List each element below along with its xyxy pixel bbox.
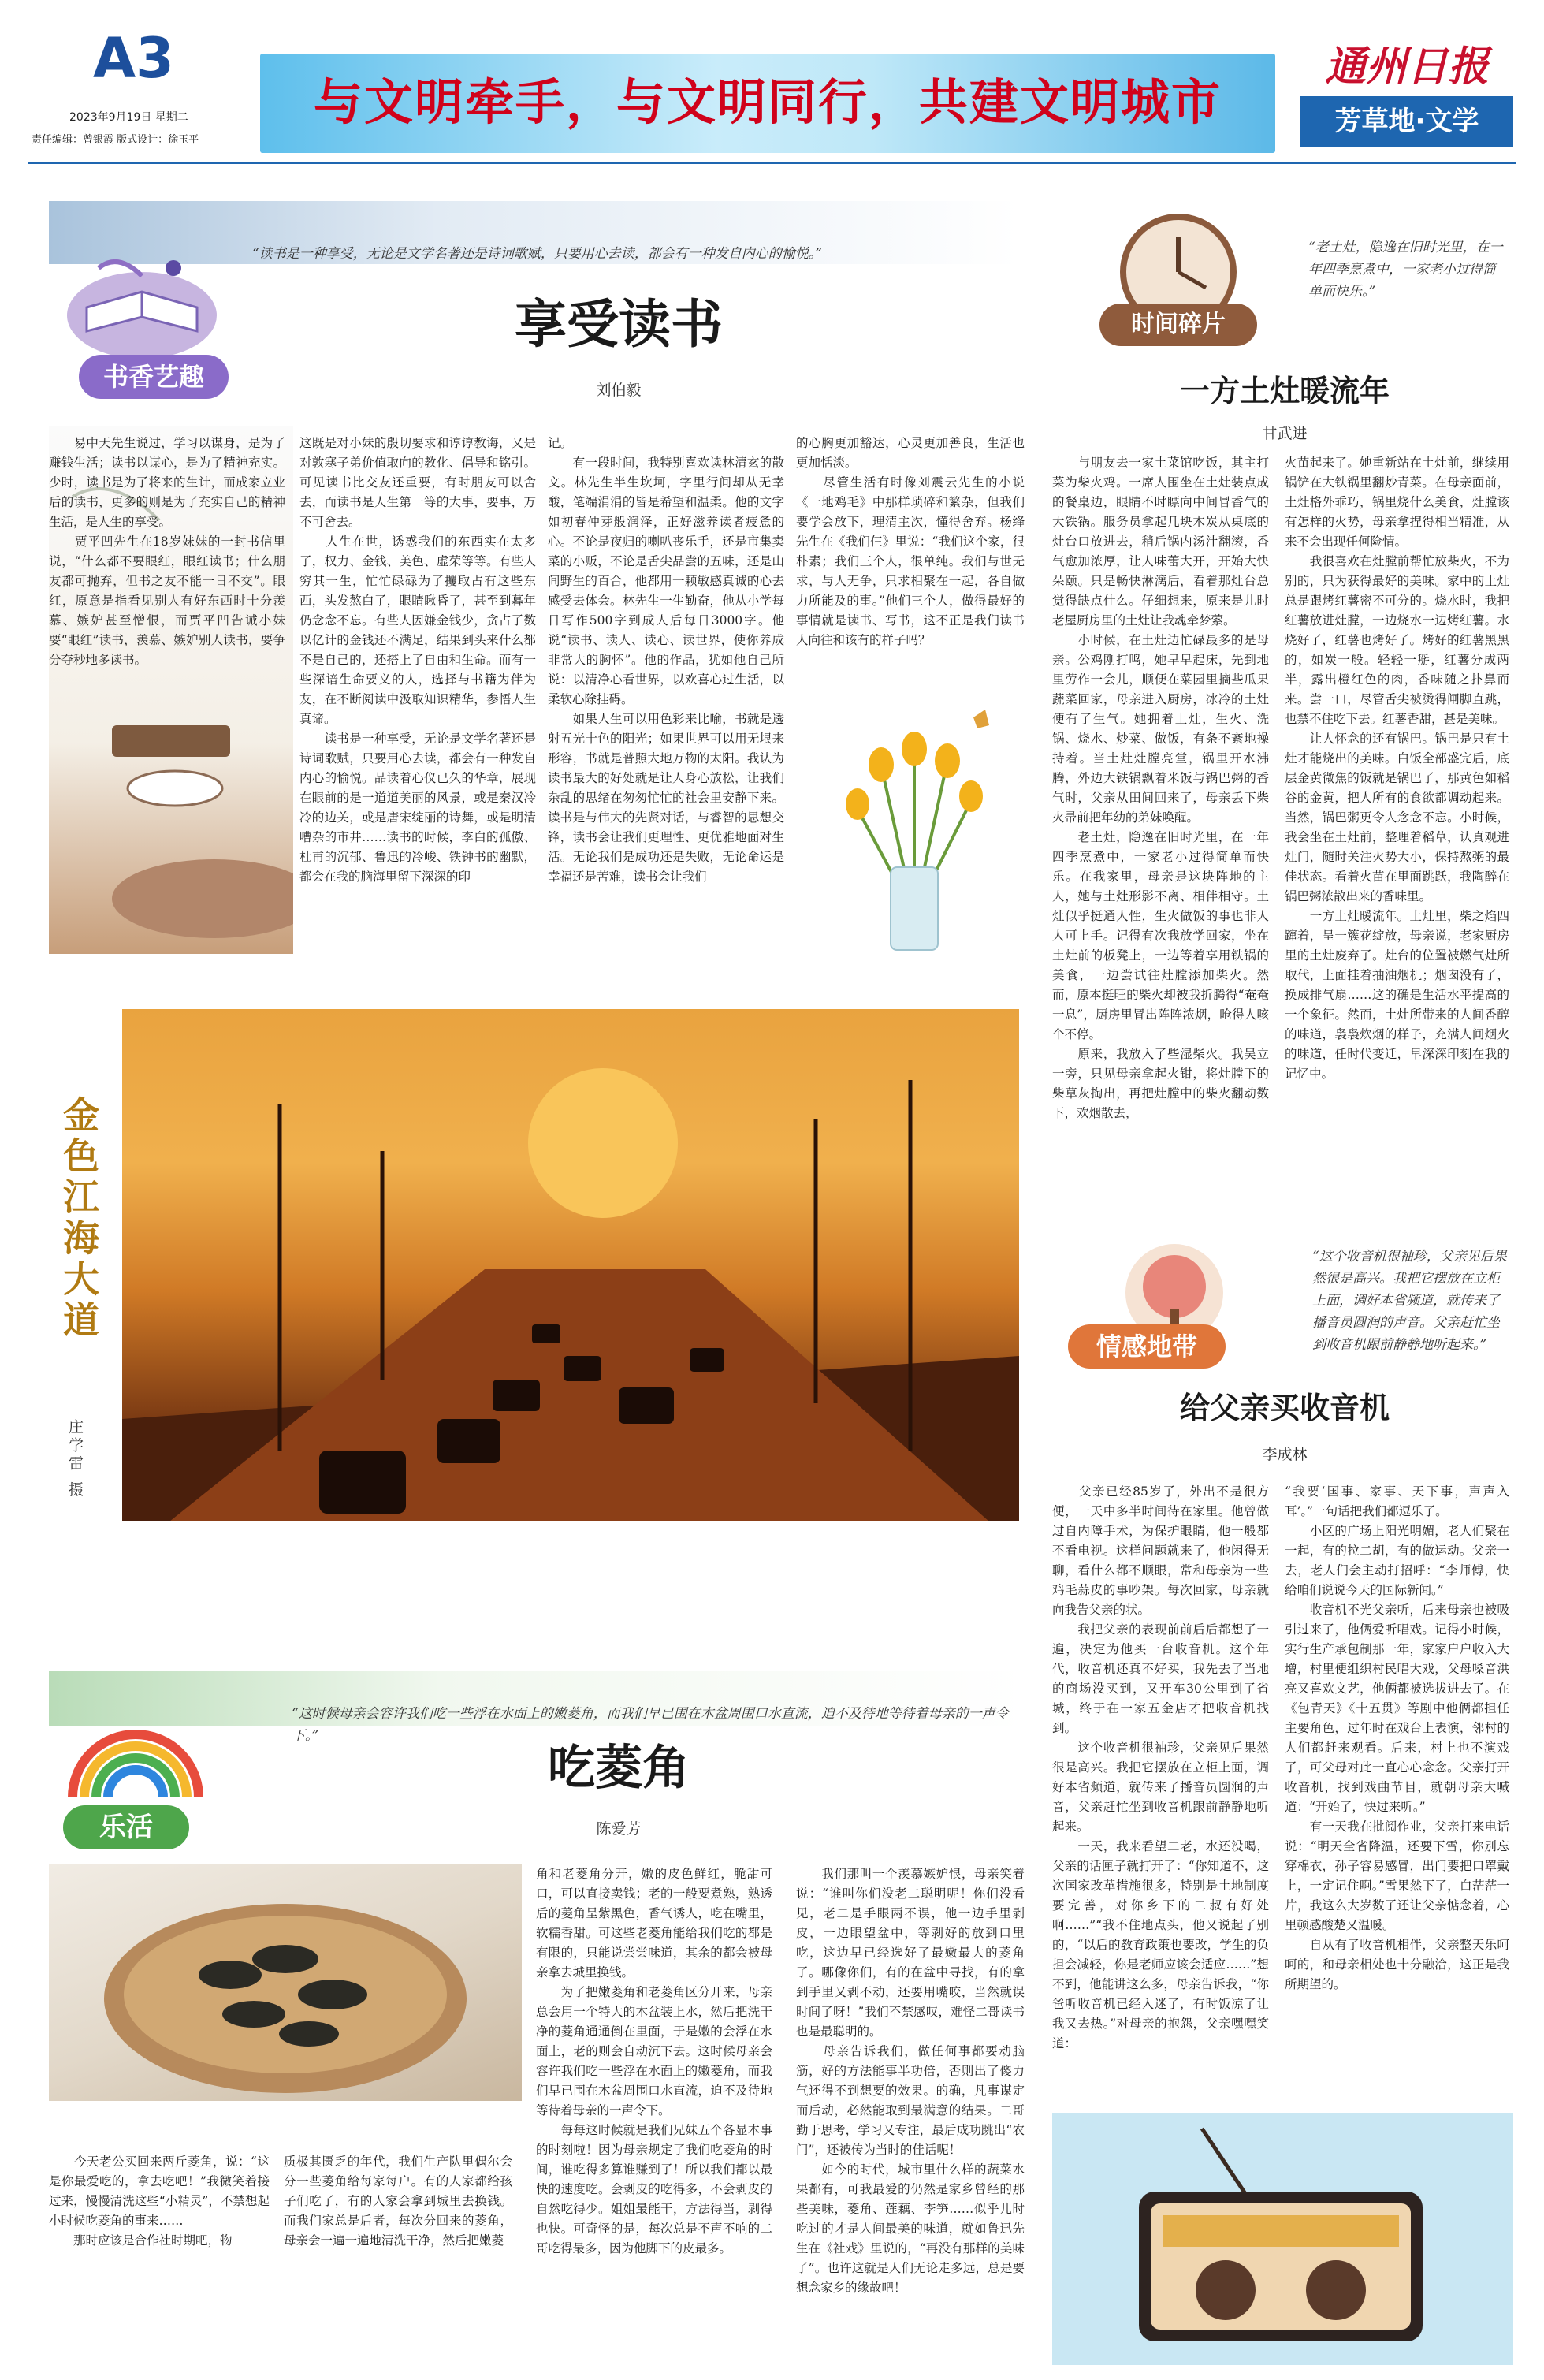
water-chestnut-photo	[49, 1864, 522, 2101]
banner-slogan: 与文明牵手，与文明同行，共建文明城市	[313, 73, 1222, 131]
pull-quote: “这时候母亲会容许我们吃一些浮在水面上的嫩菱角，而我们早已围在木盆周围口水直流，迫不及待地等待着母亲的一声令下。”	[292, 1706, 1009, 1744]
body-column-1: 易中天先生说过，学习以谋身，是为了赚钱生活；读书以谋心，是为了精神充实。少时，读书是为了将来的生计，而成家立业后的读书，更多的则是为了充实自己的精神生活，是人生的享受。 贾平凹先生在18岁妹妹的一封书信里说，“什么都不要眼红，眼红读书；什么朋友都可抛弃，但书之友不能一日不交”。眼红，原意是指看见别人有好东西时十分羡慕、嫉妒甚至憎恨，而贾平凹告诫小妹要“眼红”读书，羡慕、嫉妒别人读书，要争分夺秒地多读书。	[49, 436, 285, 667]
banner	[260, 54, 1275, 153]
editor-credits: 责任编辑：曾银霞 版式设计：徐玉平	[32, 134, 199, 146]
article-author: 刘伯毅	[596, 382, 642, 399]
photo-credit-text: 庄学雷 摄	[66, 1419, 84, 1500]
article-title: 吃菱角	[548, 1741, 690, 1796]
page-number: A3	[93, 26, 174, 91]
article-author: 甘武进	[1262, 425, 1308, 442]
photo-credit	[65, 1419, 96, 1499]
highway-sunset-photo	[122, 1009, 1019, 1521]
photo-title	[55, 1096, 102, 1342]
body-column-1: 今天老公买回来两斤菱角，说：“这是你最爱吃的，拿去吃吧！”我微笑着接过来，慢慢清洗这些“小精灵”，不禁想起小时候吃菱角的事来…… 那时应该是合作社时期吧，物	[49, 2155, 270, 2248]
article-title: 享受读书	[515, 294, 723, 355]
body-column-1: 与朋友去一家土菜馆吃饭，其主打菜为柴火鸡。一席人围坐在土灶装点成的餐桌边，眼睛不时瞟向中间冒香气的大铁锅。服务员拿起几块木炭从桌底的灶台口放进去，稍后锅内汤汁翻滚，香气愈加浓厚，让人味蕾大开，开始大快朵颐。只是畅快淋漓后，看着那灶台总觉得缺点什么。仔细想来，原来是儿时老屋厨房里的土灶让我魂牵梦萦。 小时候，在土灶边忙碌最多的是母亲。公鸡刚打鸣，她早早起床，先到地里劳作一会儿，顺便在菜园里摘些瓜果蔬菜回家，母亲进入厨房，冰冷的土灶便有了生气。她拥着土灶，生火、洗锅、烧水、炒菜、做饭，有条不紊地操持着。当土灶灶膛亮堂，锅里开水沸腾，外边大铁锅飘着米饭与锅巴粥的香气时，父亲从田间回来了，母亲丢下柴火帚前把年幼的弟妹唤醒。 老土灶，隐逸在旧时光里，在一年四季烹煮中，一家老小过得简单而快乐。在我家里，母亲是这块阵地的主人，她与土灶形影不离、相伴相守。土灶似乎挺通人性，生火做饭的事也非人人可上手。记得有次我放学回家，坐在土灶前的板凳上，一边等着享用铁锅的美食，一边尝试往灶膛添加柴火。然而，原本挺旺的柴火却被我折腾得“奄奄一息”，厨房里冒出阵阵浓烟，呛得人咳个不停。 原来，我放入了些湿柴火。我吴立一旁，只见母亲拿起火钳，将灶膛下的柴草灰掏出，再把灶膛中的柴火翻动数下，欢烟散去，	[1052, 456, 1269, 1120]
header-divider	[28, 162, 1516, 164]
section-label	[1300, 96, 1513, 147]
pull-quote: “这个收音机很袖珍，父亲见后果然很是高兴。我把它摆放在立柜上面，调好本省频道，就传来了播音员圆润的声音。父亲赶忙坐到收音机跟前静静地听起来。”	[1312, 1249, 1507, 1353]
tulip-vase-illustration	[812, 678, 1017, 954]
article-author: 陈爱芳	[596, 1820, 642, 1838]
pull-quote: “读书是一种享受，无论是文学名著还是诗词歌赋，只要用心去读，都会有一种发自内心的愉悦。”	[252, 246, 822, 262]
body-column-3: 角和老菱角分开，嫩的皮色鲜红，脆甜可口，可以直接卖钱；老的一般要煮熟，熟透后的菱角呈紫黑色，香气诱人，吃在嘴里，软糯香甜。可这些老菱角能给我们吃的都是有限的，只能说尝尝味道，其余的都会被母亲拿去城里换钱。 为了把嫩菱角和老菱角区分开来，母亲总会用一个特大的木盆装上水，然后把洗干净的菱角通通倒在里面，于是嫩的会浮在水面上，老的则会自动沉下去。这时候母亲会容许我们吃一些浮在水面上的嫩菱角，而我们早已围在木盆周围口水直流，迫不及待地等待着母亲的一声令下。 每每这时候就是我们兄妹五个各显本事的时刻啦！因为母亲规定了我们吃菱角的时间，谁吃得多算谁赚到了！所以我们都以最快的速度吃。会剥皮的吃得多，不会剥皮的自然吃得少。姐姐最能干，方法得当，剥得也快。可奇怪的是，每次总是不声不响的二哥吃得最多，因为他脚下的皮最多。	[536, 1867, 772, 2255]
book-illustration	[55, 221, 229, 371]
body-column-1: 父亲已经85岁了，外出不是很方便，一天中多半时间待在家里。他曾做过自内障手术，为保护眼睛，他一般都不看电视。这样问题就来了，他闲得无聊，看什么都不顺眼，常和母亲为一些鸡毛蒜皮的事吵架。每次回家，母亲就向我告父亲的状。 我把父亲的表现前前后后都想了一遍，决定为他买一台收音机。这个年代，收音机还真不好买，我先去了当地的商场没买到，又开车30公里到了省城，终于在一家五金店才把收音机找到。 这个收音机很袖珍，父亲见后果然很是高兴。我把它摆放在立柜上面，调好本省频道，就传来了播音员圆润的声音，父亲赶忙坐到收音机跟前静静地听起来。 一天，我来看望二老，水还没喝，父亲的话匣子就打开了：“你知道不，这次国家改革措施很多，特别是土地制度要完善，对你乡下的二叔有好处啊……”“我不住地点头，他又说起了别的，“以后的教育政策也要改，学生的负担会减轻，你是老师应该会适应……”想不到，他能讲这么多，母亲告诉我，“你爸听收音机已经入迷了，有时饭凉了让我又去热。”对母亲的抱怨，父亲嘿嘿笑道：	[1052, 1484, 1269, 2050]
issue-date: 2023年9月19日 星期二	[69, 111, 188, 124]
body-column-2: 质极其匮乏的年代，我们生产队里偶尔会分一些菱角给每家每户。有的人家都给孩子们吃了，有的人家会拿到城里去换钱。而我们家总是后者，每次分回来的菱角，母亲会一遍一遍地清洗干净，然后把嫩菱	[284, 2155, 512, 2248]
body-column-4: 的心胸更加豁达，心灵更加善良，生活也更加恬淡。 尽管生活有时像刘震云先生的小说《一地鸡毛》中那样琐碎和繁杂，但我们要学会放下，理清主次，懂得舍弃。杨绛先生在《我们仨》里说：“我们这个家，很朴素；我们三个人，很单纯。我们与世无求，与人无争，只求相聚在一起，各自做力所能及的事。”他们三个人，做得最好的事情就是读书、写书，这不正是我们读书人向往和该有的样子吗？	[796, 436, 1025, 647]
section-label-text: 芳草地·文学	[1334, 106, 1479, 137]
body-column-4: 我们那叫一个羡慕嫉妒恨，母亲笑着说：“谁叫你们没老二聪明呢！你们没看见，老二是手眼两不误，他一边手里剥皮，一边眼望盆中，等剥好的放到口里吃，这边早已经选好了最嫩最大的菱角了。哪像你们，有的在盆中寻找，有的拿到手里又剥不动，还要用嘴咬，当然就误时间了呀！”我们不禁感叹，难怪二哥读书也是最聪明的。 母亲告诉我们，做任何事都要动脑筋，好的方法能事半功倍，否则出了傻力气还得不到想要的效果。的确，凡事谋定而后动，必然能取到最满意的结果。二哥勤于思考，学习又专注，最后成功跳出“农门”，还被传为当时的佳话呢！ 如今的时代，城市里什么样的蔬菜水果都有，可我最爱的仍然是家乡曾经的那些美味，菱角、莲藕、李笋……似乎儿时吃过的才是人间最美的味道，就如鲁迅先生在《社戏》里说的，“再没有那样的美味了”。也许这就是人们无论走多远，总是要想念家乡的缘故吧！	[796, 1867, 1025, 2295]
column-badge-emotion: 情感地带	[1068, 1324, 1226, 1369]
article-title: 给父亲买收音机	[1179, 1391, 1390, 1425]
body-column-3: 记。 有一段时间，我特别喜欢读林清玄的散文。林先生半生坎坷，字里行间却从无幸酸，笔端涓涓的皆是希望和温柔。他的文字如初春仲芽般润泽，正好滋养读者疲惫的心。不论是夜归的喇叭丧乐手，还是市集卖菜的小贩，不论是舌尖品尝的五味，还是山间野生的百合，他都用一颗敏感真诚的心去感受去体会。林先生一生勤奋，他从小学每日写作500字到成人后每日3000字。他说“读书、读人、读心、读世界，使你养成非常大的胸怀”。他的作品，犹如他自己所说：以清净心看世界，以欢喜心过生活，以柔软心除挂碍。 如果人生可以用色彩来比喻，书就是透射五光十色的阳光；如果世界可以用无垠来形容，书就是普照大地万物的太阳。我认为读书最大的好处就是让人身心放松，让我们杂乱的思绪在匆匆忙忙的社会里安静下来。读书是与伟大的先贤对话，与睿智的思想交锋，读书会让我们更理性、更优雅地面对生活。无论我们是成功还是失败，无论命运是幸福还是苦难，读书会让我们	[548, 436, 784, 884]
column-badge-time: 时间碎片	[1099, 304, 1257, 346]
column-badge-leisure: 乐活	[63, 1805, 189, 1849]
masthead: 通州日报	[1324, 43, 1489, 91]
photo-title-text: 金色江海大道	[58, 1096, 100, 1342]
body-column-2: 火苗起来了。她重新站在土灶前，继续用锅铲在大铁锅里翻炒青菜。在母亲面前，土灶格外乖巧，锅里烧什么美食，灶膛该有怎样的火势，母亲拿捏得相当精准，从来不会出现任何险情。 我很喜欢在灶膛前帮忙放柴火，不为别的，只为获得最好的美味。家中的土灶总是跟烤红薯密不可分的。烧水时，我把红薯放进灶膛，一边烧水一边烤红薯。水烧好了，红薯也烤好了。烤好的红薯黑黑的，如炭一般。轻轻一掰，红薯分成两半，露出橙红色的肉，香味随之扑鼻而来。尝一口，尽管舌尖被烫得闸脚直跳，也禁不住吃下去。红薯香甜，甚是美味。 让人怀念的还有锅巴。锅巴是只有土灶才能烧出的美味。白饭全部盛完后，底层金黄微焦的饭就是锅巴了，那黄色如稻谷的金黄，把人所有的食欲都调动起来。当然，锅巴粥更令人念念不忘。小时候，我会坐在土灶前，整理着稻草，认真观进灶门，随时关注火势大小，保持熬粥的最佳状态。看着火苗在里面跳跃，我陶醉在锅巴粥浓散出来的香味里。 一方土灶暖流年。土灶里，柴之焰四蹿着，呈一簇花绽放，母亲说，老家厨房里的土灶废弃了。灶台的位置被燃气灶所取代，上面挂着抽油烟机；烟囱没有了，换成排气扇……这的确是生活水平提高的一个象征。然而，土灶所带来的人间香醇的味道，袅袅炊烟的样子，充满人间烟火的味道，任时代变迁，早深深印刻在我的记忆中。	[1285, 456, 1509, 1081]
body-column-2: 这既是对小妹的殷切要求和谆谆教诲，又是对敦寒子弟价值取向的教化、倡导和铭引。可见读书比交友还重要，有时朋友可以舍去，而读书是人生第一等的大事，要事，万不可舍去。 人生在世，诱惑我们的东西实在太多了，权力、金钱、美色、虚荣等等。有些人穷其一生，忙忙碌碌为了攫取占有这些东西，头发熬白了，眼睛瞅昏了，甚至到暮年仍念念不忘。有些人因嫌金钱少，贪占了数以亿计的金钱还不满足，结果到头来什么都不是自己的，还搭上了自由和生命。而有一些深谙生命要义的人，选择与书籍为伴为友，在不断阅读中汲取知识精华，参悟人生真谛。 读书是一种享受，无论是文学名著还是诗词歌赋，只要用心去读，都会有一种发自内心的愉悦。品读着心仪已久的华章，展现在眼前的是一道道美丽的风景，或是秦汉冷冷的边关，或是唐宋绽丽的诗舞，或是明清嘈杂的市井……读书的时候，李白的孤傲、杜甫的沉郁、鲁迅的冷峻、铁钟书的幽默，都会在我的脑海里留下深深的印	[299, 436, 536, 884]
body-column-2: “我要‘国事、家事、天下事，声声入耳’。”一句话把我们都逗乐了。 小区的广场上阳光明媚，老人们聚在一起，有的拉二胡，有的做运动。父亲一去，老人们会主动打招呼：“李师傅，快给咱们说说今天的国际新闻。” 收音机不光父亲听，后来母亲也被吸引过来了，他俩爱听唱戏。记得小时候，实行生产承包制那一年，家家户户收入大增，村里便组织村民唱大戏，父母嗓音洪亮又喜欢文艺，他俩都被选拔进去了。在《包青天》《十五贯》等剧中他俩都担任主要角色，过年时在戏台上表演，邻村的人们都赶来观看。后来，村上也不演戏了，可父母对此一直心心念念。父亲打开收音机，找到戏曲节目，就朝母亲大喊道：“开始了，快过来听。” 有一天我在批阅作业，父亲打来电话说：“明天全省降温，还要下雪，你别忘穿棉衣，孙子容易感冒，出门要把口罩戴上，一定记住啊。”雪果然下了，白茫茫一片，我这么大岁数了还让父亲惦念着，心里顿感酸楚又温暖。 自从有了收音机相伴，父亲整天乐呵呵的，和母亲相处也十分融洽，这正是我所期望的。	[1285, 1484, 1509, 1991]
radio-illustration	[1052, 2113, 1513, 2365]
pull-quote: “老土灶，隐逸在旧时光里，在一年四季烹煮中，一家老小过得简单而快乐。”	[1308, 240, 1503, 300]
column-badge-reading: 书香艺趣	[79, 355, 229, 399]
article-title: 一方土灶暖流年	[1179, 374, 1390, 408]
article-author: 李成林	[1262, 1446, 1308, 1463]
